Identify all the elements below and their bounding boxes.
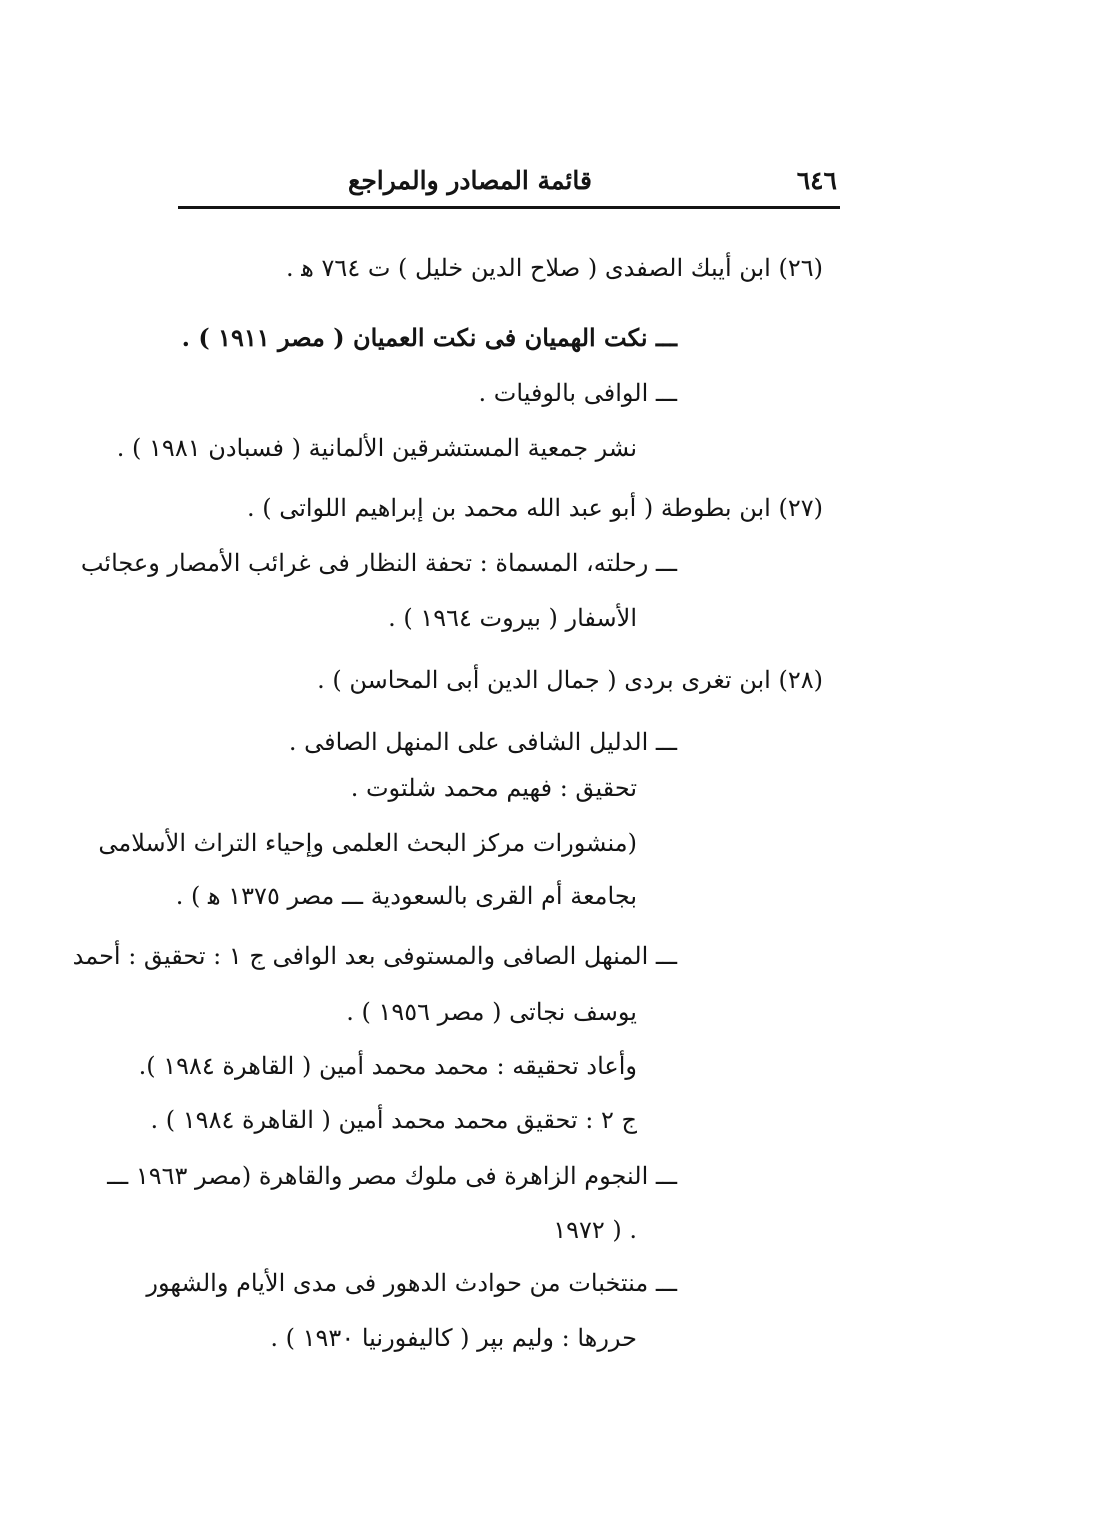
entry-26-heading: (٢٦) ابن أيبك الصفدى ( صلاح الدين خليل ) ت ٧٦٤ ﻫ . <box>285 254 823 282</box>
entry-28-heading: (٢٨) ابن تغرى بردى ( جمال الدين أبى المحاسن ) . <box>317 666 823 694</box>
page-header-title: قائمة المصادر والمراجع <box>348 166 592 195</box>
entry-28-work-2-vol2: ج ٢ : تحقيق محمد محمد أمين ( القاهرة ١٩٨٤ ) . <box>150 1106 637 1134</box>
entry-26-work-1: ـــ نكت الهميان فى نكت العميان ( مصر ١٩١١ ) . <box>181 323 677 352</box>
entry-28-work-1: ـــ الدليل الشافى على المنهل الصافى . <box>288 728 677 756</box>
entry-28-work-1-editor: تحقيق : فهيم محمد شلتوت . <box>350 774 637 802</box>
entry-28-work-3: ـــ النجوم الزاهرة فى ملوك مصر والقاهرة (مصر ١٩٦٣ ـــ <box>107 1162 677 1190</box>
entry-28-work-2-reedit: وأعاد تحقيقه : محمد محمد أمين ( القاهرة ١٩٨٤ ). <box>138 1052 637 1080</box>
entry-28-work-1-publisher-cont: بجامعة أم القرى بالسعودية ـــ مصر ١٣٧٥ ﻫ ) . <box>175 882 637 910</box>
entry-28-work-3-cont: ١٩٧٢ ) . <box>553 1216 637 1244</box>
entry-27-work-1: ـــ رحلته، المسماة : تحفة النظار فى غرائب الأمصار وعجائب <box>80 549 677 577</box>
entry-27-heading: (٢٧) ابن بطوطة ( أبو عبد الله محمد بن إبراهيم اللواتى ) . <box>246 494 823 522</box>
entry-28-work-4-cont: حررها : وليم بپر ( كاليفورنيا ١٩٣٠ ) . <box>270 1324 637 1352</box>
entry-26-work-2: ـــ الوافى بالوفيات . <box>478 379 677 407</box>
header-rule <box>178 206 840 209</box>
entry-28-work-2-cont: يوسف نجاتى ( مصر ١٩٥٦ ) . <box>346 998 637 1026</box>
entry-28-work-4: ـــ منتخبات من حوادث الدهور فى مدى الأيام والشهور <box>146 1269 677 1297</box>
page-number: ٦٤٦ <box>796 166 837 195</box>
entry-27-work-1-cont: الأسفار ( بيروت ١٩٦٤ ) . <box>388 604 637 632</box>
entry-26-work-2-publisher: نشر جمعية المستشرقين الألمانية ( فسبادن ١٩٨١ ) . <box>116 434 637 462</box>
entry-28-work-2: ـــ المنهل الصافى والمستوفى بعد الوافى ج ١ : تحقيق : أحمد <box>72 942 677 970</box>
entry-28-work-1-publisher: (منشورات مركز البحث العلمى وإحياء التراث الأسلامى <box>98 829 637 857</box>
